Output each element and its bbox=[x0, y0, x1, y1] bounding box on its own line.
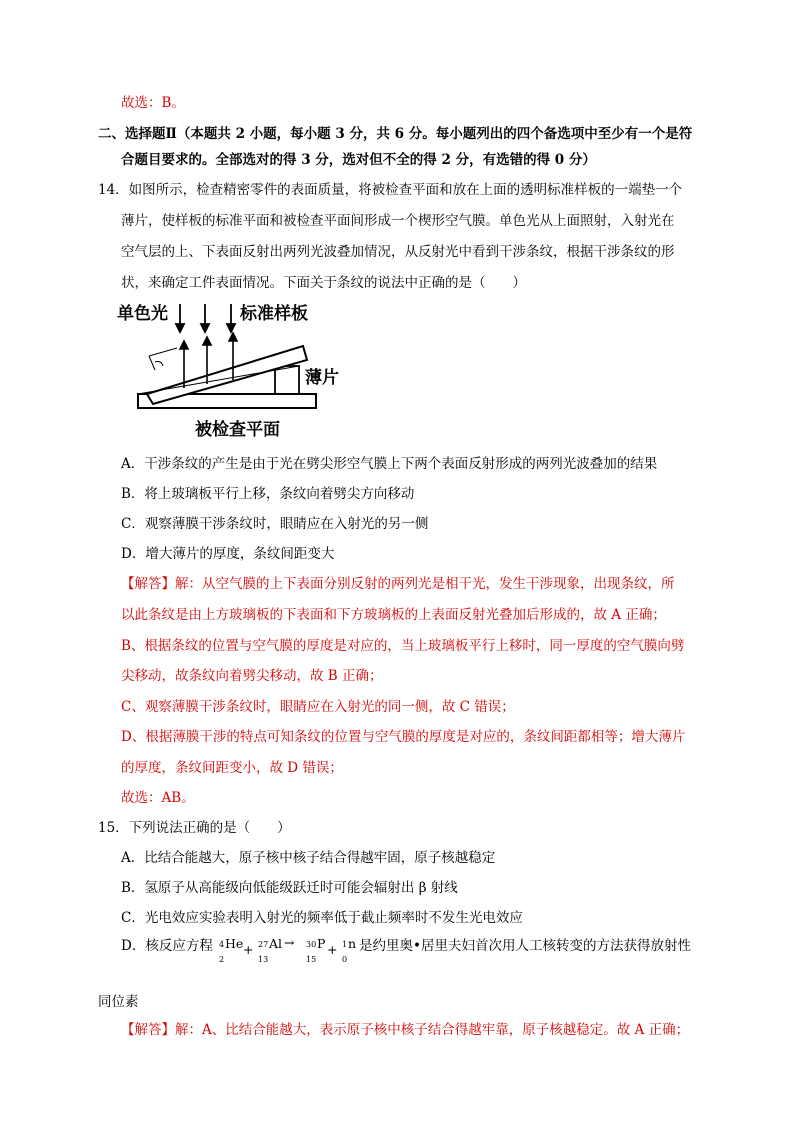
q14-stem-2: 薄片，使样板的标准平面和被检查平面间形成一个楔形空气膜。单色光从上面照射，入射光在 bbox=[121, 213, 675, 229]
q15-stem: 15．下列说法正确的是（ ） bbox=[98, 820, 291, 836]
q14-answer-7: 的厚度，条纹间距变小，故 D 错误； bbox=[121, 760, 343, 776]
q15-option-d-prefix: D．核反应方程 bbox=[121, 938, 213, 954]
standard-plate bbox=[147, 346, 307, 404]
n-atomic-number: 0 bbox=[342, 955, 348, 964]
plus-sign-2: + bbox=[327, 942, 338, 957]
q15-option-b: B．氢原子从高能级向低能级跃迁时可能会辐射出 β 射线 bbox=[121, 880, 458, 896]
shim bbox=[275, 366, 299, 394]
he-symbol: He bbox=[225, 936, 244, 951]
q14-option-b: B．将上玻璃板平行上移，条纹向着劈尖方向移动 bbox=[121, 486, 415, 502]
q14-stem-4: 状，来确定工件表面情况。下面关于条纹的说法中正确的是（ ） bbox=[121, 275, 526, 291]
q15-option-d-continuation: 同位素 bbox=[98, 994, 139, 1010]
plus-sign-1: + bbox=[243, 942, 254, 957]
q15-option-a: A．比结合能越大，原子核中核子结合得越牢固，原子核越稳定 bbox=[121, 850, 496, 866]
al-symbol: Al bbox=[269, 936, 283, 951]
q14-answer-5: C、观察薄膜干涉条纹时，眼睛应在入射光的同一侧，故 C 错误； bbox=[121, 699, 515, 715]
p-atomic-number: 15 bbox=[306, 955, 317, 964]
previous-answer: 故选：B。 bbox=[121, 95, 185, 111]
section-heading: 二、选择题Ⅱ（本题共 2 小题，每小题 3 分，共 6 分。每小题列出的四个备选项中至少有一个是符 bbox=[98, 126, 693, 142]
q14-answer-conclusion: 故选：AB。 bbox=[121, 790, 195, 806]
q14-answer-4: 尖移动，故条纹向着劈尖移动，故 B 正确； bbox=[121, 668, 383, 684]
q14-stem-3: 空气层的上、下表面反射出两列光波叠加情况，从反射光中看到干涉条纹，根据干涉条纹的形 bbox=[121, 244, 675, 260]
angle-mark-2 bbox=[149, 356, 155, 370]
angle-arc bbox=[155, 362, 163, 367]
he-mass-number: 4 bbox=[219, 940, 225, 949]
q14-answer-3: B、根据条纹的位置与空气膜的厚度是对应的，当上玻璃板平行上移时，同一厚度的空气膜向劈 bbox=[121, 638, 685, 654]
q14-option-d: D．增大薄片的厚度，条纹间距变大 bbox=[121, 546, 335, 562]
q14-stem-1: 14．如图所示，检查精密零件的表面质量，将被检查平面和放在上面的透明标准样板的一端垫一个 bbox=[98, 182, 683, 198]
n-mass-number: 1 bbox=[342, 940, 348, 949]
q15-answer: 【解答】解：A、比结合能越大，表示原子核中核子结合得越牢靠，原子核越稳定。故 A 正确； bbox=[121, 1022, 690, 1038]
he-atomic-number: 2 bbox=[219, 955, 225, 964]
light-label: 单色光 bbox=[117, 304, 168, 324]
al-atomic-number: 13 bbox=[258, 955, 269, 964]
q14-answer-2: 以此条纹是由上方玻璃板的下表面和下方玻璃板的上表面反射光叠加后形成的，故 A 正确； bbox=[121, 607, 666, 623]
q14-option-a: A．干涉条纹的产生是由于光在劈尖形空气膜上下两个表面反射形成的两列光波叠加的结果 bbox=[121, 456, 658, 472]
wedge-interference-figure bbox=[115, 298, 339, 448]
incident-light-arrows bbox=[176, 304, 235, 332]
shim-label: 薄片 bbox=[305, 368, 339, 388]
plate-label: 标准样板 bbox=[240, 304, 308, 324]
q15-option-d-suffix: 是约里奥•居里夫妇首次用人工核转变的方法获得放射性 bbox=[359, 938, 691, 954]
p-mass-number: 30 bbox=[306, 940, 317, 949]
section-heading-cont: 合题目要求的。全部选对的得 3 分，选对但不全的得 2 分，有选错的得 0 分） bbox=[121, 152, 596, 168]
reaction-arrow: → bbox=[284, 935, 295, 950]
q14-answer-6: D、根据薄膜干涉的特点可知条纹的位置与空气膜的厚度是对应的，条纹间距都相等；增大薄片 bbox=[121, 729, 686, 745]
surface-label: 被检查平面 bbox=[195, 420, 280, 440]
al-mass-number: 27 bbox=[258, 940, 269, 949]
q14-answer-1: 【解答】解：从空气膜的上下表面分别反射的两列光是相干光，发生干涉现象，出现条纹，所 bbox=[121, 576, 675, 592]
n-symbol: n bbox=[348, 936, 357, 951]
q14-option-c: C．观察薄膜干涉条纹时，眼睛应在入射光的另一侧 bbox=[121, 516, 429, 532]
angle-mark bbox=[149, 348, 177, 356]
p-symbol: P bbox=[317, 936, 326, 951]
q15-option-c: C．光电效应实验表明入射光的频率低于截止频率时不发生光电效应 bbox=[121, 910, 523, 926]
